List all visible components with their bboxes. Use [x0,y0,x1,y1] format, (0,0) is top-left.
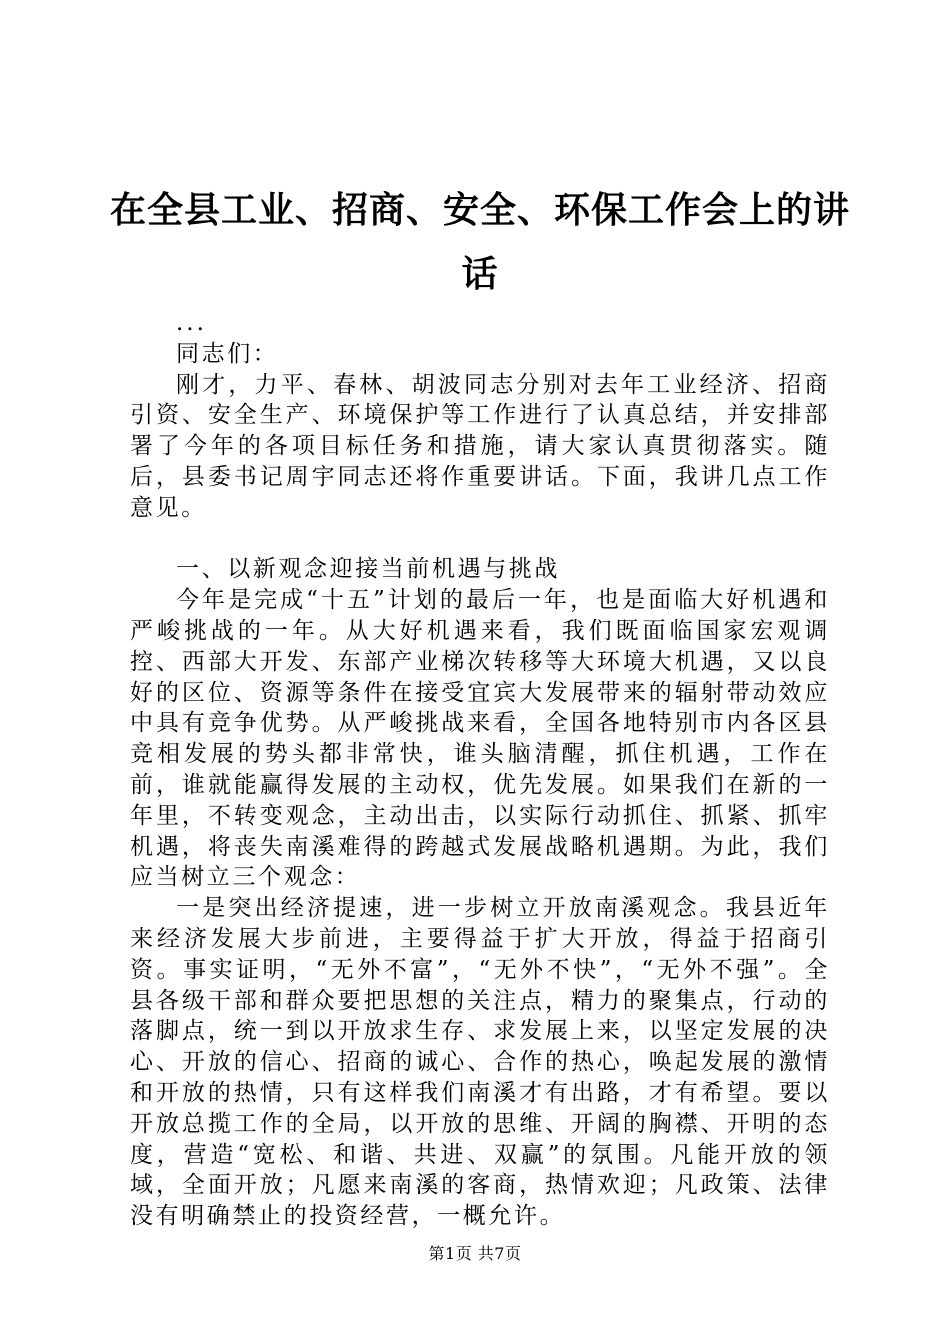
paragraph-3: 一是突出经济提速，进一步树立开放南溪观念。我县近年来经济发展大步前进，主要得益于扩大开放，得益于招商引资。事实证明，“无外不富”，“无外不快”，“无外不强”。全县各级干部和群众要把思想的关注点，精力的聚集点，行动的落脚点，统一到以开放求生存、求发展上来，以坚定发展的决心、开放的信心、招商的诚心、合作的热心，唤起发展的激情和开放的热情，只有这样我们南溪才有出路，才有希望。要以开放总揽工作的全局，以开放的思维、开阔的胸襟、开明的态度，营造“宽松、和谐、共进、双赢”的氛围。凡能开放的领域，全面开放；凡愿来南溪的客商，热情欢迎；凡政策、法律没有明确禁止的投资经营，一概允许。 [130,895,830,1230]
paragraph-1: 刚才，力平、春林、胡波同志分别对去年工业经济、招商引资、安全生产、环境保护等工作进行了认真总结，并安排部署了今年的各项目标任务和措施，请大家认真贯彻落实。随后，县委书记周宇同志还将作重要讲话。下面，我讲几点工作意见。 [130,371,830,521]
document-title: 在全县工业、招商、安全、环保工作会上的讲话 [110,189,851,295]
document-body [130,308,830,1232]
paragraph-spacer [130,524,830,555]
section-heading-1: 一、以新观念迎接当前机遇与挑战 [176,556,560,583]
page-footer: 第1页 共7页 [428,1244,522,1263]
paragraph-2: 今年是完成“十五”计划的最后一年，也是面临大好机遇和严峻挑战的一年。从大好机遇来看，我们既面临国家宏观调控、西部大开发、东部产业梯次转移等大环境大机遇，又以良好的区位、资源等条件在接受宜宾大发展带来的辐射带动效应中具有竞争优势。从严峻挑战来看，全国各地特别市内各区县竞相发展的势头都非常快，谁头脑清醒，抓住机遇，工作在前，谁就能赢得发展的主动权，优先发展。如果我们在新的一年里，不转变观念，主动出击，以实际行动抓住、抓紧、抓牢机遇，将丧失南溪难得的跨越式发展战略机遇期。为此，我们应当树立三个观念： [130,587,830,891]
salutation: 同志们： [176,340,279,367]
ellipsis-line: ... [176,310,207,336]
